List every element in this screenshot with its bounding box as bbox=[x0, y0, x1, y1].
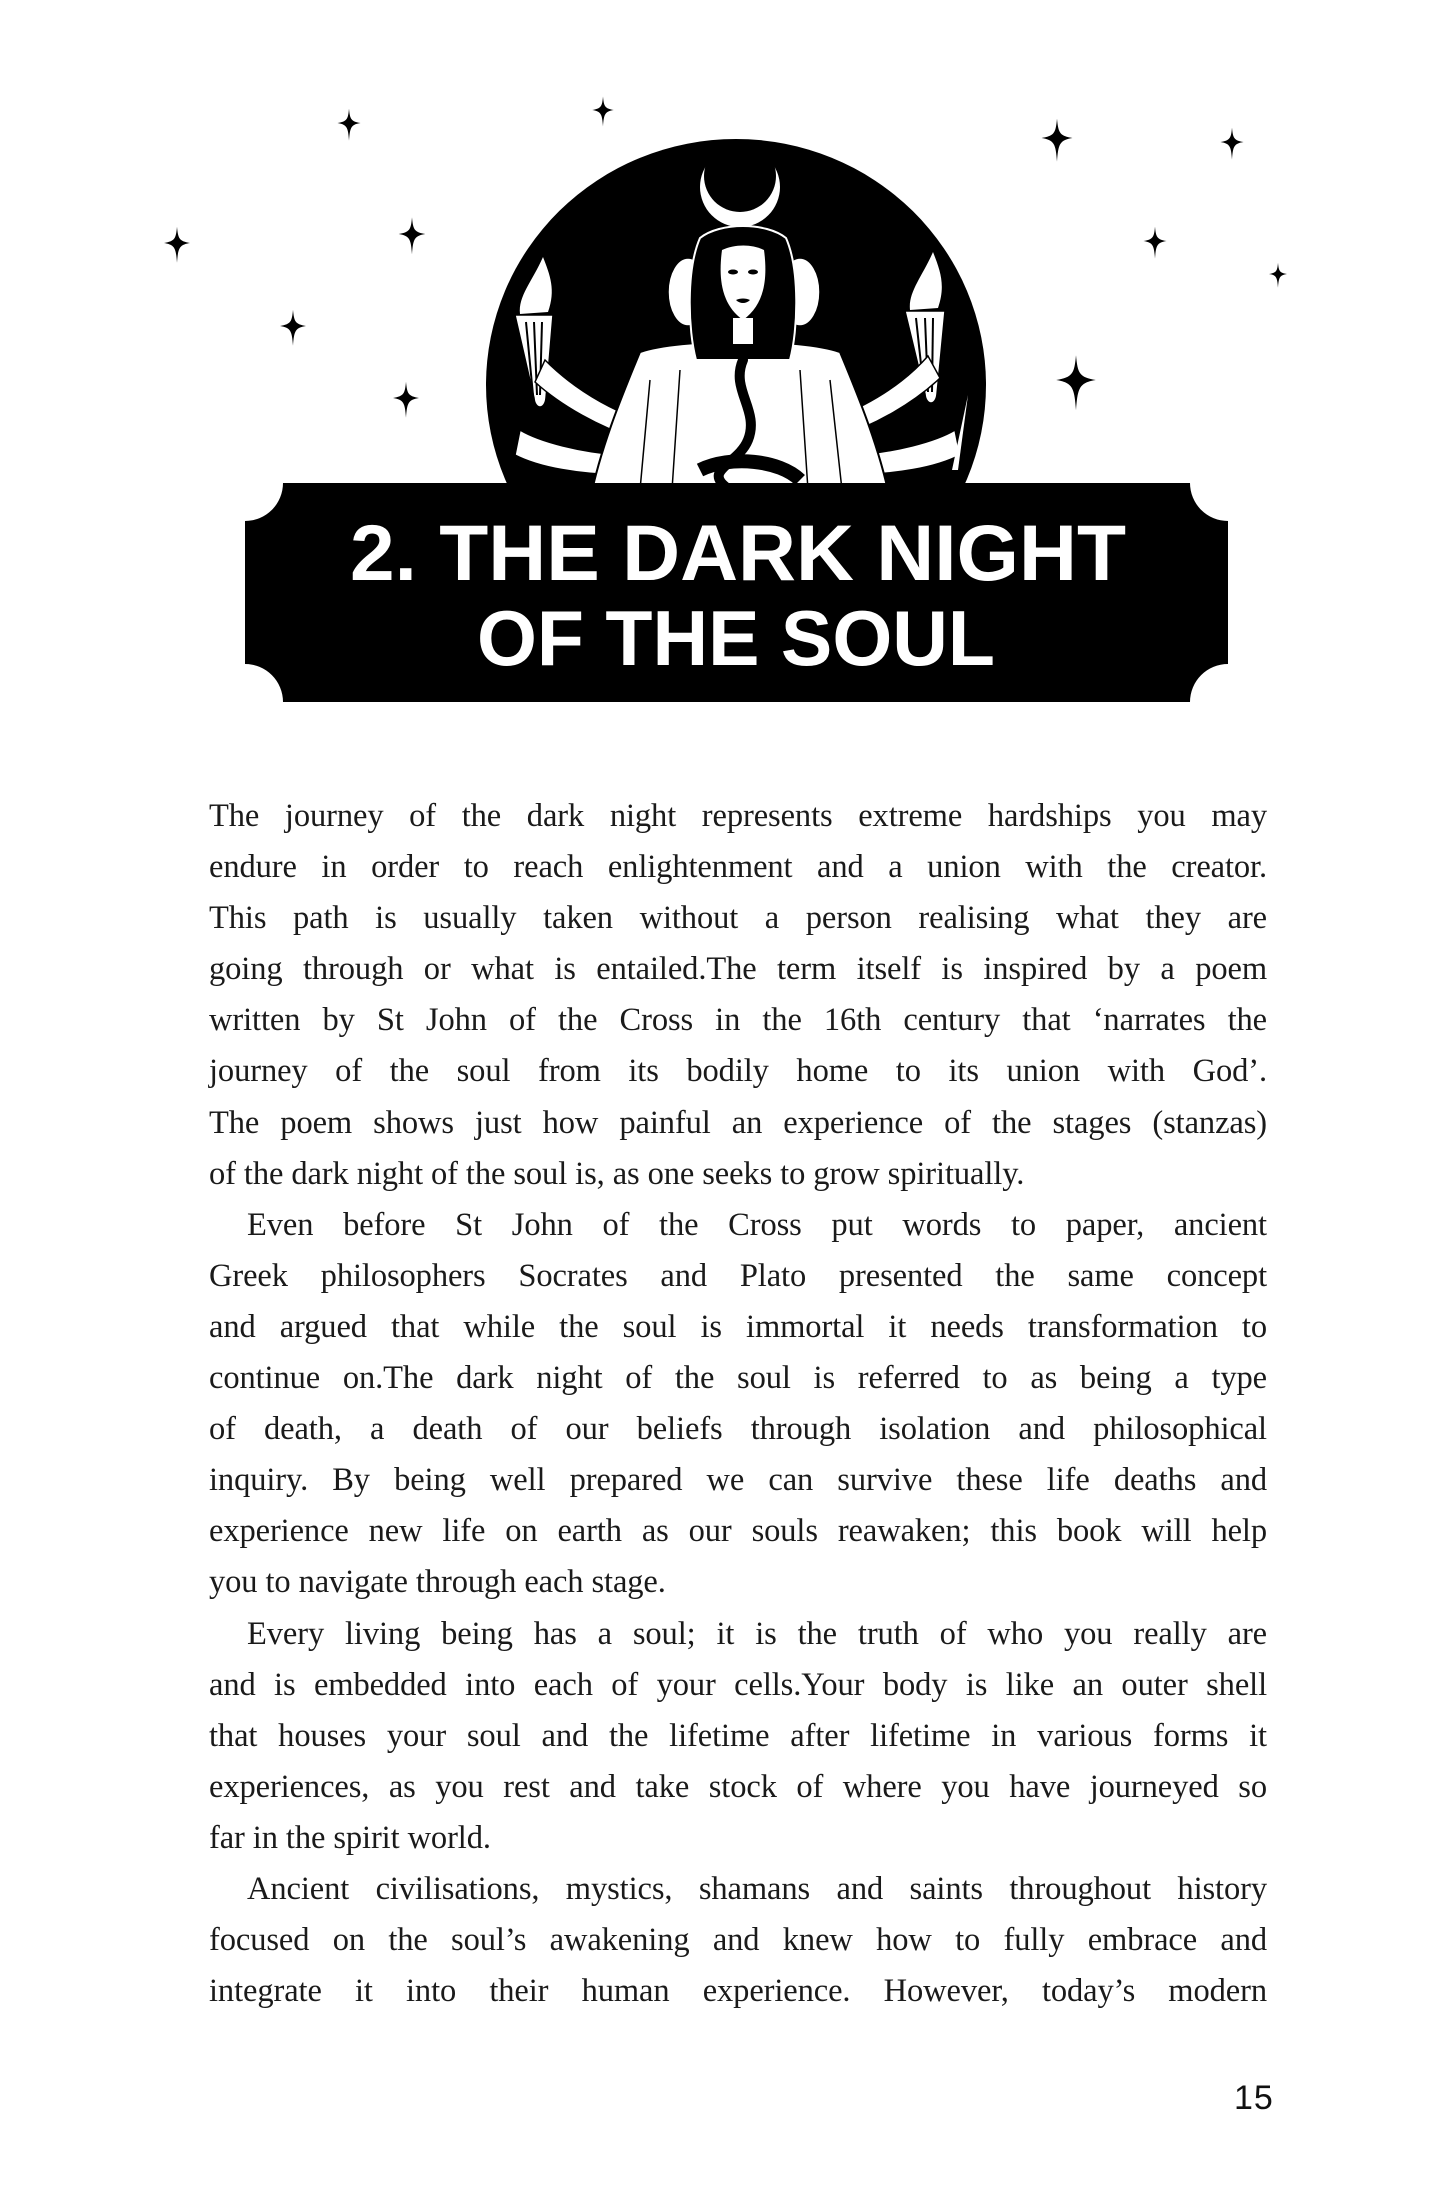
text-line: focused on the soul’s awakening and knew how to fully embrace and bbox=[209, 1922, 1267, 1959]
text-line: of the dark night of the soul is, as one seeks to grow spiritually. bbox=[209, 1155, 1025, 1192]
text-line: This path is usually taken without a person realising what they are bbox=[209, 900, 1267, 937]
text-line: The journey of the dark night represents extreme hardships you may bbox=[209, 798, 1267, 834]
chapter-header-artwork bbox=[0, 0, 1445, 760]
text-line: integrate it into their human experience. However, today’s modern bbox=[209, 1973, 1267, 2010]
paragraph bbox=[209, 1864, 1267, 2017]
star-icon bbox=[399, 217, 426, 254]
chapter-body-text bbox=[209, 791, 1267, 2017]
text-line: far in the spirit world. bbox=[209, 1819, 491, 1856]
text-line: continue on.The dark night of the soul is referred to as being a type bbox=[209, 1360, 1267, 1397]
text-line: experience new life on earth as our souls reawaken; this book will help bbox=[209, 1513, 1267, 1550]
text-line: journey of the soul from its bodily home to its union with God’. bbox=[209, 1053, 1267, 1090]
paragraph bbox=[209, 791, 1267, 1200]
text-line: endure in order to reach enlightenment and a union with the creator. bbox=[209, 849, 1267, 886]
text-line: written by St John of the Cross in the 16th century that ‘narrates the bbox=[209, 1002, 1267, 1039]
text-line: Even before St John of the Cross put words to paper, ancient bbox=[247, 1206, 1267, 1243]
text-line: experiences, as you rest and take stock of where you have journeyed so bbox=[209, 1768, 1267, 1805]
star-icon bbox=[1042, 119, 1073, 162]
chapter-title-line-2: OF THE SOUL bbox=[477, 594, 995, 682]
star-icon bbox=[164, 227, 190, 263]
text-line: and argued that while the soul is immortal it needs transformation to bbox=[209, 1308, 1267, 1345]
star-icon bbox=[393, 382, 419, 418]
text-line: going through or what is entailed.The term itself is inspired by a poem bbox=[209, 951, 1267, 988]
chapter-title-line-1: 2. THE DARK NIGHT bbox=[350, 508, 1126, 597]
star-icon bbox=[337, 109, 360, 141]
star-icon bbox=[1269, 263, 1287, 288]
text-line: you to navigate through each stage. bbox=[209, 1564, 666, 1601]
star-icon bbox=[1220, 128, 1243, 160]
text-line: inquiry. By being well prepared we can survive these life deaths and bbox=[209, 1462, 1267, 1499]
text-line: that houses your soul and the lifetime after lifetime in various forms it bbox=[209, 1717, 1267, 1754]
star-icon bbox=[1143, 227, 1166, 259]
paragraph bbox=[209, 1609, 1267, 1864]
star-icon bbox=[280, 310, 306, 346]
text-line: Every living being has a soul; it is the truth of who you really are bbox=[247, 1615, 1267, 1652]
text-line: Ancient civilisations, mystics, shamans and saints throughout history bbox=[247, 1870, 1267, 1907]
star-icon bbox=[592, 97, 614, 127]
paragraph bbox=[209, 1200, 1267, 1609]
text-line: of death, a death of our beliefs through isolation and philosophical bbox=[209, 1411, 1267, 1448]
star-icon bbox=[1056, 355, 1096, 410]
text-line: The poem shows just how painful an experience of the stages (stanzas) bbox=[209, 1104, 1267, 1141]
text-line: Greek philosophers Socrates and Plato presented the same concept bbox=[209, 1257, 1267, 1294]
chapter-title-banner bbox=[245, 483, 1228, 702]
text-line: and is embedded into each of your cells.Your body is like an outer shell bbox=[209, 1666, 1267, 1703]
crescent-moon-icon bbox=[700, 147, 780, 227]
page-number: 15 bbox=[1234, 2079, 1274, 2117]
